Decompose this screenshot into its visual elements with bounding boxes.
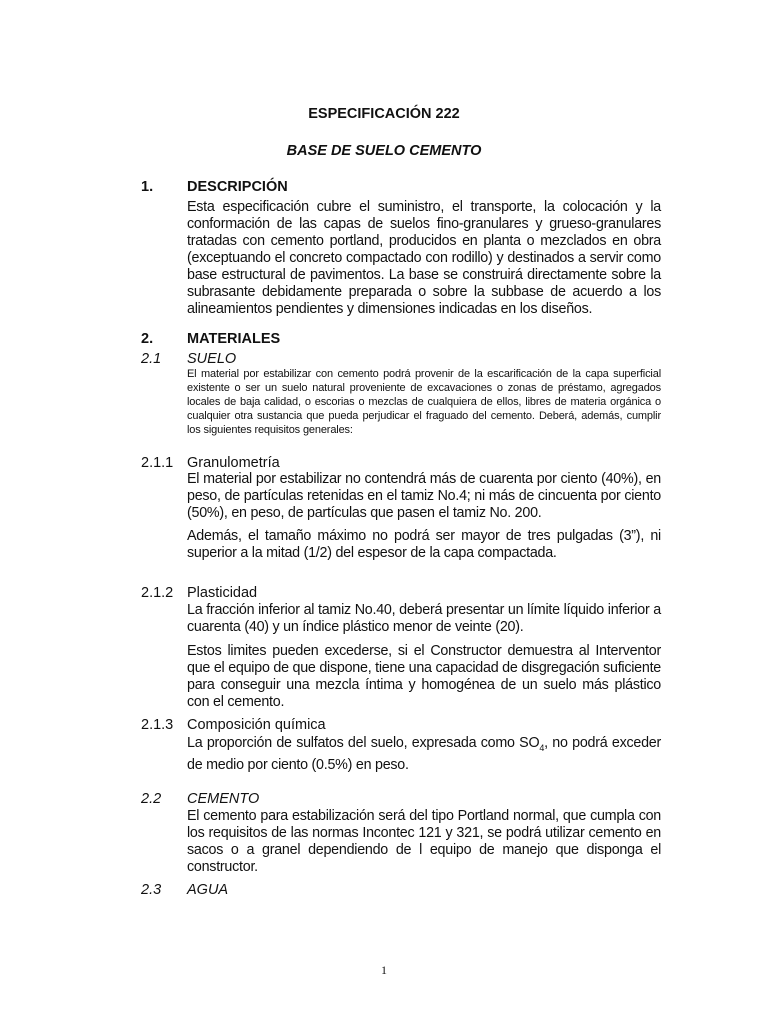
section-number-suelo: 2.1 — [141, 351, 162, 367]
section-text-plasticidad-2: Estos limites pueden excederse, si el Constructor demuestra al Interventor que el equipo de que dispone, tiene una capacidad de disgregación suficiente para conseguir una mezcla íntima y homogénea de un suelo más plástico con el cemento. — [187, 643, 661, 710]
section-number-composicion: 2.1.3 — [141, 717, 174, 733]
section-text-suelo: El material por estabilizar con cemento podrá provenir de la escarificación de la capa superficial existente o ser un suelo natural proveniente de excavaciones o zonas de préstamo, agregados locales de baja calidad, o escorias o mezclas de cualquiera de ellos, libres de materia orgánica o cualquier otra sustancia que pueda perjudicar el fraguado del cemento. Deberá, además, cumplir los siguientes requisitos generales: — [187, 368, 661, 436]
document-title: ESPECIFICACIÓN 222 — [308, 106, 460, 122]
section-heading-materiales: MATERIALES — [187, 331, 281, 347]
section-number-cemento: 2.2 — [141, 791, 162, 807]
section-heading-granulometria: Granulometría — [187, 455, 280, 471]
composicion-text-before: La proporción de sulfatos del suelo, expresada como SO — [187, 735, 540, 751]
section-heading-composicion: Composición química — [187, 717, 326, 733]
page-number: 1 — [381, 963, 387, 977]
section-number-plasticidad: 2.1.2 — [141, 585, 174, 601]
section-text-granulometria-1: El material por estabilizar no contendrá más de cuarenta por ciento (40%), en peso, de partículas retenidas en el tamiz No.4; ni más de cincuenta por ciento (50%), en peso, de partículas que pasen el tamiz No. 200. — [187, 471, 661, 521]
section-heading-plasticidad: Plasticidad — [187, 585, 258, 601]
composicion-subscript: 4 — [539, 742, 545, 753]
section-text-composicion — [187, 735, 661, 774]
composicion-text-after: , no podrá exceder de medio por ciento (0.5%) en peso. — [187, 735, 661, 773]
section-heading-descripcion: DESCRIPCIÓN — [187, 179, 288, 195]
section-text-plasticidad-1: La fracción inferior al tamiz No.40, deberá presentar un límite líquido inferior a cuarenta (40) y un índice plástico menor de veinte (20). — [187, 602, 661, 635]
section-heading-agua: AGUA — [187, 882, 229, 898]
section-number-agua: 2.3 — [141, 882, 162, 898]
section-text-descripcion: Esta especificación cubre el suministro, el transporte, la colocación y la conformación de las capas de suelos fino-granulares y grueso-granulares tratadas con cemento portland, producidos en planta o mezclados en obra (exceptuando el concreto compactado con rodillo) y destinados a servir como base estructural de pavimentos. La base se construirá directamente sobre la subrasante debidamente preparada o sobre la subbase de acuerdo a los alineamientos pendientes y dimensiones indicadas en los diseños. — [187, 199, 661, 317]
section-heading-suelo: SUELO — [187, 351, 237, 367]
section-number-granulometria: 2.1.1 — [141, 455, 174, 471]
document-subtitle: BASE DE SUELO CEMENTO — [286, 143, 482, 159]
section-text-granulometria-2: Además, el tamaño máximo no podrá ser mayor de tres pulgadas (3”), ni superior a la mitad (1/2) del espesor de la capa compactada. — [187, 528, 661, 561]
section-number-descripcion: 1. — [141, 179, 154, 195]
section-text-cemento: El cemento para estabilización será del tipo Portland normal, que cumpla con los requisitos de las normas Incontec 121 y 321, se podrá utilizar cemento en sacos o a granel dependiendo de l equipo de manejo que disponga el constructor. — [187, 808, 661, 875]
section-number-materiales: 2. — [141, 331, 154, 347]
section-heading-cemento: CEMENTO — [187, 791, 260, 807]
